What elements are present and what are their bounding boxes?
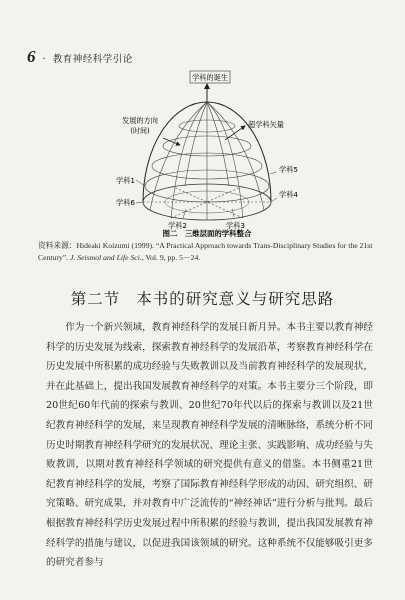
body-text [46,318,373,573]
trans-vector-arrow [225,126,245,140]
page-number: 6 [27,47,36,66]
book-title: 教育神经科学引论 [52,54,133,65]
figure-caption: 图二 三维层面的学科整合 [162,229,252,238]
paragraph: 作为一个新兴领域，教育神经科学的发展日新月异。本书主要以教育神经科学的历史发展为线索，探索教育神经科学的发展沿革，考察教育神经科学在历史发展中所积累的成功经验与失败教训以及当前教育神经科学的发展现状，并在此基础上，提出我国发展教育神经科学的对策。本书主要分三个阶段，即20世纪60年代前的探索与教训、20世纪70年代以后的探索与教训以及21世纪教育神经科学的发展，来呈现教育神经科学发展的清晰脉络，系统分析不同历史时期教育神经科学研究的发展状况、理论主张、实践影响、成功经验与失败教训，以期对教育神经科学领域的研究提供有意义的借鉴。本书侧重21世纪教育神经科学的发展，考察了国际教育神经科学形成的动因、研究组织、研究策略、研究成果，并对教育中广泛流传的“神经神话”进行分析与批判。最后根据教育神经科学历史发展过程中所积累的经验与教训，提出我国发展教育神经科学的措施与建议，以促进我国该领域的研究。这种系统不仅能够吸引更多的研究者参与 [46,322,373,569]
label-direction: 发展的方向 [122,116,158,125]
label-birth: 学科的诞生 [192,73,228,82]
direction-arrow [163,138,180,145]
section-number: 第二节 [70,290,121,308]
figure-source [38,240,383,264]
source-prefix: 资料来源： [38,241,77,250]
source-title: “A Practical Approach towards Trans-Disciplinary Studies for the 21st Century”. [38,241,373,262]
source-authors: Hideaki Koizumi (1999). [76,241,154,250]
section-title: 本书的研究意义与研究思路 [136,290,335,308]
label-vector: 超学科矢量 [248,120,284,129]
label-subject-1: 学科1 [116,176,135,185]
label-subject-2: 学科2 [168,221,187,230]
section-heading [0,287,405,309]
source-volume: , Vol. 9, pp. 5－24. [141,253,201,262]
label-subject-3: 学科3 [226,221,245,230]
header-separator: · [42,54,46,65]
dome-diagram [0,68,405,238]
label-time: (时间) [130,127,150,135]
label-subject-4: 学科4 [279,190,298,199]
source-journal: J. Seismol and Life Sci. [70,253,142,262]
label-subject-6: 学科6 [116,198,135,207]
running-header [27,47,133,65]
label-subject-5: 学科5 [279,165,298,174]
